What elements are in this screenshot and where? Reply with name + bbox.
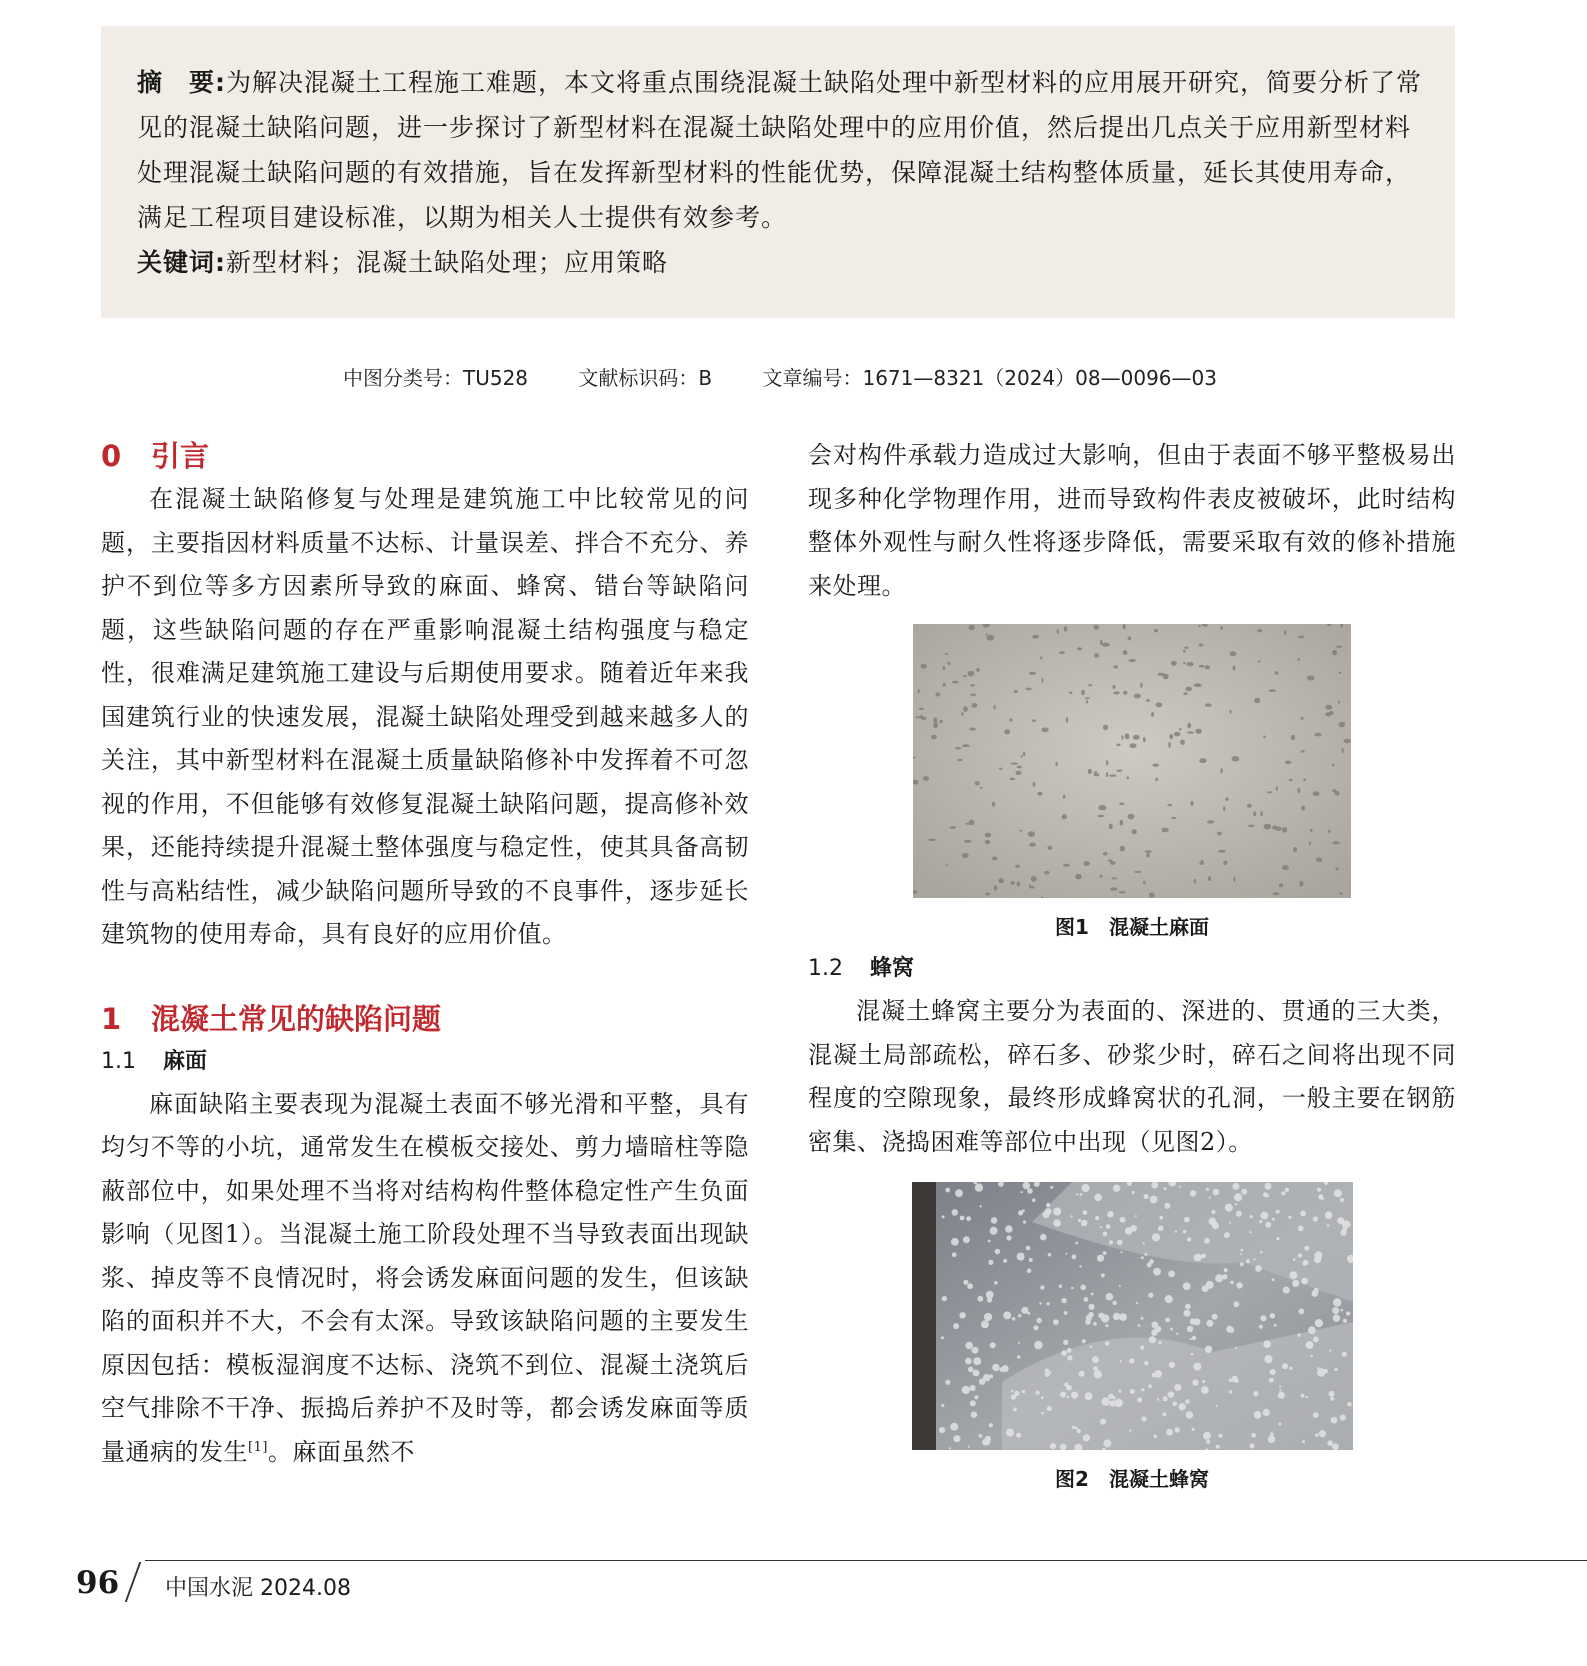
keywords-label: 关键词: <box>137 248 226 277</box>
figure-2 <box>808 1182 1456 1494</box>
doc-code: 文献标识码：B <box>578 366 713 390</box>
reference-mark[interactable]: [1] <box>248 1439 268 1455</box>
footer-rule <box>145 1560 1587 1561</box>
section-heading-intro: 0 引言 <box>101 439 210 473</box>
classification-line <box>0 362 1560 391</box>
keywords-line <box>137 240 1427 285</box>
keywords-text: 新型材料；混凝土缺陷处理；应用策略 <box>226 248 669 277</box>
section-1-2-paragraph: 混凝土蜂窝主要分为表面的、深进的、贯通的三大类，混凝土局部疏松，碎石多、砂浆少时，碎石之间将出现不同程度的空隙现象，最终形成蜂窝状的孔洞，一般主要在钢筋密集、浇捣困难等部位中出现（见图2）。 <box>808 997 1456 1156</box>
honeycomb-concrete-photo <box>912 1182 1353 1450</box>
subsection-heading-1-1: 1.1 麻面 <box>101 1048 208 1074</box>
section-1-1-continued: 会对构件承载力造成过大影响，但由于表面不够平整极易出现多种化学物理作用，进而导致构件表皮被破坏，此时结构整体外观性与耐久性将逐步降低，需要采取有效的修补措施来处理。 <box>808 441 1456 600</box>
figure-1 <box>808 624 1456 942</box>
abstract-label: 摘 要: <box>137 68 226 97</box>
footer-divider <box>125 1562 142 1602</box>
figure-1-caption: 图1 混凝土麻面 <box>1055 915 1209 939</box>
section-heading-1: 1 混凝土常见的缺陷问题 <box>101 1001 442 1036</box>
abstract-text <box>137 60 1427 285</box>
left-column <box>101 434 749 1474</box>
right-column <box>808 434 1456 1494</box>
article-number: 文章编号：1671—8321（2024）08—0096—03 <box>762 366 1217 390</box>
abstract-body: 为解决混凝土工程施工难题，本文将重点围绕混凝土缺陷处理中新型材料的应用展开研究，简要分析了常见的混凝土缺陷问题，进一步探讨了新型材料在混凝土缺陷处理中的应用价值，然后提出几点关于应用新型材料处理混凝土缺陷问题的有效措施，旨在发挥新型材料的性能优势，保障混凝土结构整体质量，延长其使用寿命，满足工程项目建设标准，以期为相关人士提供有效参考。 <box>137 68 1423 232</box>
figure-2-caption: 图2 混凝土蜂窝 <box>1055 1467 1209 1491</box>
subsection-heading-1-2: 1.2 蜂窝 <box>808 956 915 981</box>
section-1-1-paragraph: 麻面缺陷主要表现为混凝土表面不够光滑和平整，具有均匀不等的小坑，通常发生在模板交接处、剪力墙暗柱等隐蔽部位中，如果处理不当将对结构构件整体稳定性产生负面影响（见图1）。当混凝土施工阶段处理不当导致表面出现缺浆、掉皮等不良情况时，将会诱发麻面问题的发生，但该缺陷的面积并不大，不会有太深。导致该缺陷问题的主要发生原因包括：模板湿润度不达标、浇筑不到位、混凝土浇筑后空气排除不干净、振捣后养护不及时等，都会诱发麻面等质量通病的发生[1]。麻面虽然不 <box>101 1089 749 1466</box>
abstract-box <box>101 26 1455 318</box>
page-number: 96 <box>76 1565 120 1601</box>
intro-paragraph: 在混凝土缺陷修复与处理是建筑施工中比较常见的问题，主要指因材料质量不达标、计量误差、拌合不充分、养护不到位等多方因素所导致的麻面、蜂窝、错台等缺陷问题，这些缺陷问题的存在严重影响混凝土结构强度与稳定性，很难满足建筑施工建设与后期使用要求。随着近年来我国建筑行业的快速发展，混凝土缺陷处理受到越来越多人的关注，其中新型材料在混凝土质量缺陷修补中发挥着不可忽视的作用，不但能够有效修复混凝土缺陷问题，提高修补效果，还能持续提升混凝土整体强度与稳定性，使其具备高韧性与高粘结性，减少缺陷问题所导致的不良事件，逐步延长建筑物的使用寿命，具有良好的应用价值。 <box>101 485 749 948</box>
clc-number: 中图分类号：TU528 <box>343 366 529 390</box>
pitted-concrete-photo <box>913 624 1351 898</box>
journal-issue: 中国水泥 2024.08 <box>165 1576 351 1601</box>
page-footer <box>0 1557 1587 1617</box>
